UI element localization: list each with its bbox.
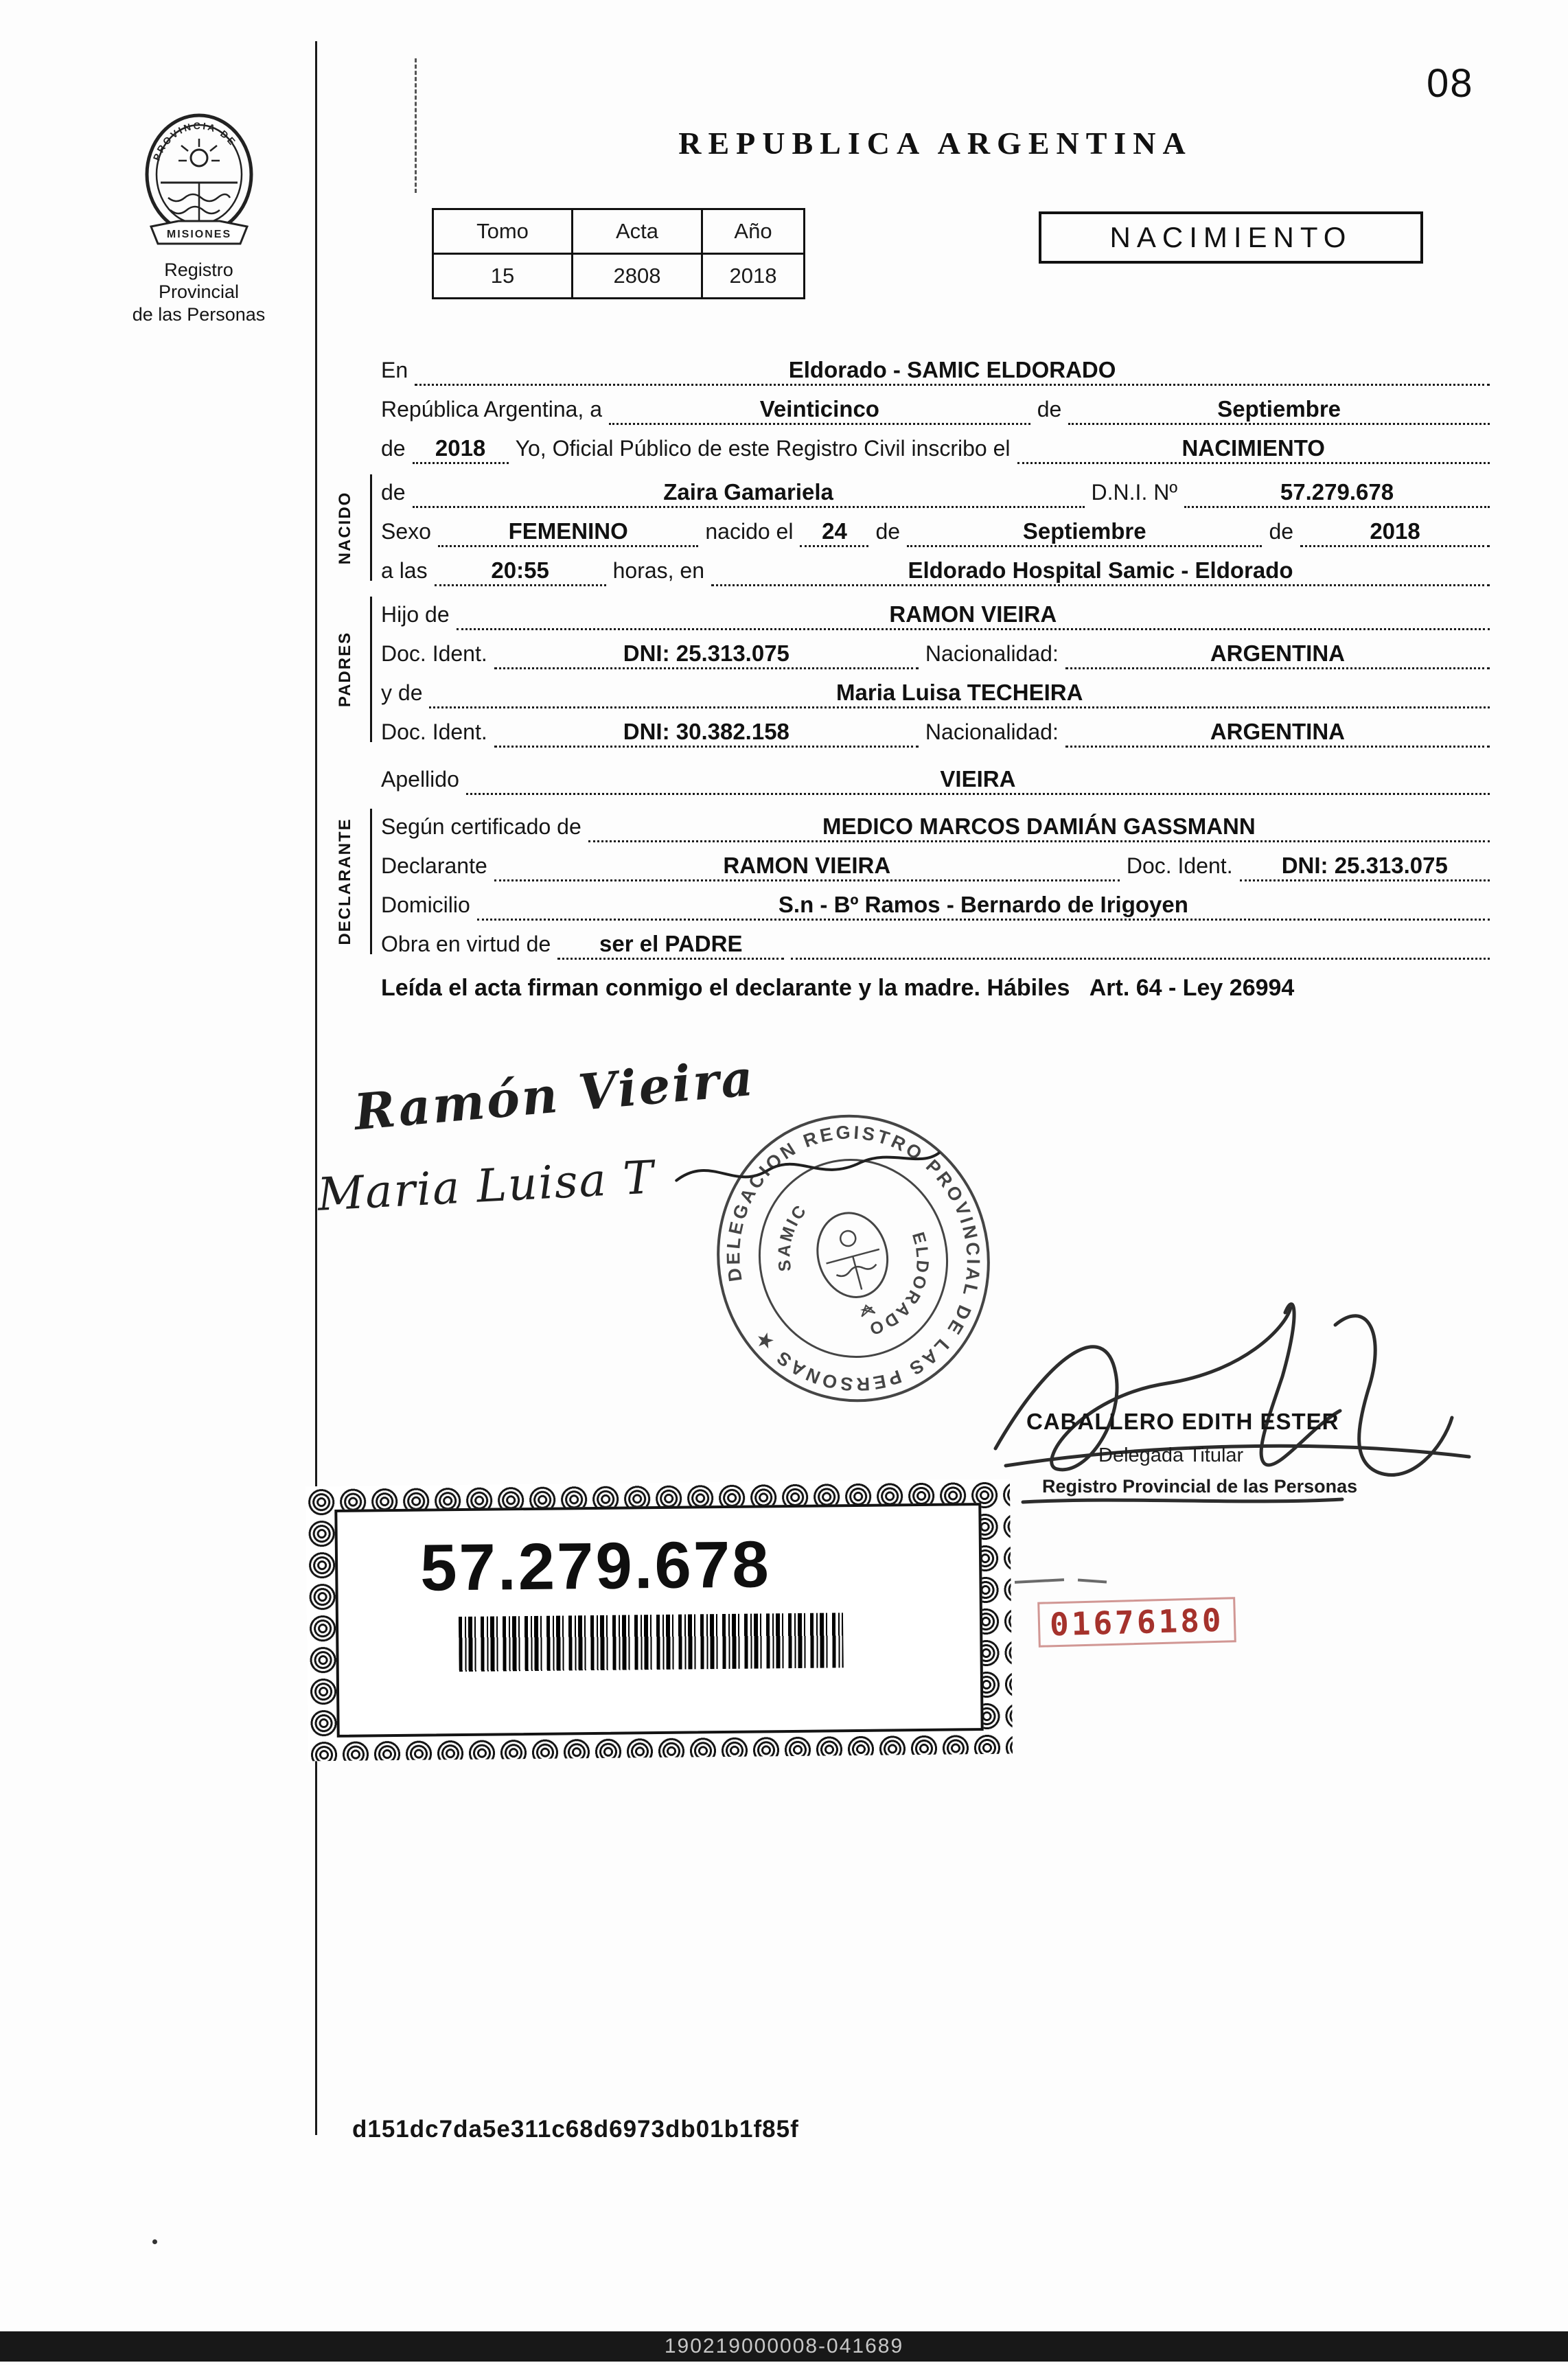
acta-reference-table: [432, 208, 805, 299]
tomo-value: 15: [433, 254, 573, 299]
mother-doc-row: [381, 708, 1490, 748]
father-nationality-value: ARGENTINA: [1065, 642, 1490, 669]
father-signature: [351, 1048, 757, 1142]
field-label: Hijo de: [381, 602, 450, 627]
emblem-caption: [125, 259, 273, 325]
pen-marks: [1015, 1573, 1120, 1586]
registration-month-value: Septiembre: [1068, 397, 1490, 425]
registry-round-stamp-icon: [679, 1079, 1027, 1437]
certificate-row: [381, 803, 1490, 842]
svg-text:PROVINCIA DE: [150, 120, 238, 162]
stamp-inner-right-text: ELDORADO: [865, 1230, 932, 1339]
field-label: de: [381, 436, 406, 461]
field-label: nacido el: [705, 519, 794, 544]
dni-barcode-icon: [459, 1613, 844, 1672]
birth-time-value: 20:55: [435, 559, 606, 586]
child-dni-value: 57.279.678: [1184, 481, 1490, 508]
emblem-caption-line1: Registro Provincial: [158, 259, 240, 303]
stamp-crest-icon: [808, 1205, 901, 1324]
section-nacido: [336, 469, 1490, 586]
official-title: Delegada Titular: [1098, 1444, 1244, 1466]
declarant-doc-value: DNI: 25.313.075: [1240, 854, 1490, 881]
field-label: Según certificado de: [381, 814, 581, 839]
official-name: CABALLERO EDITH ESTER: [1026, 1409, 1339, 1434]
svg-text:ELDORADO: [846, 1230, 950, 1339]
svg-text:SAMIC: [759, 1197, 825, 1276]
field-label: de: [1037, 397, 1062, 422]
birth-day-value: 24: [800, 520, 868, 547]
section-label-declarante: DECLARANTE: [336, 818, 354, 945]
tomo-header: Tomo: [433, 209, 573, 254]
field-label: República Argentina, a: [381, 397, 602, 422]
section-label-padres: PADRES: [336, 631, 354, 708]
child-name-value: Zaira Gamariela: [413, 481, 1085, 508]
field-label: de: [875, 519, 901, 544]
mother-name-value: Maria Luisa TECHEIRA: [429, 681, 1490, 708]
footer-code: 190219000008-041689: [664, 2335, 904, 2357]
birth-year-value: 2018: [1300, 520, 1490, 547]
table-header-row: [433, 209, 805, 254]
stamp-inner-left-text: SAMIC: [774, 1200, 811, 1273]
field-label: Sexo: [381, 519, 431, 544]
closing-statement: Leída el acta firman conmigo el declarante y la madre. Hábiles Art. 64 - Ley 26994: [381, 975, 1295, 1001]
field-label: Declarante: [381, 853, 487, 878]
address-row: [381, 881, 1490, 921]
acta-value: 2808: [573, 254, 702, 299]
field-label: horas, en: [612, 558, 705, 583]
surname-row: [381, 756, 1490, 795]
acta-header: Acta: [573, 209, 702, 254]
birth-date-row: [381, 508, 1490, 547]
section-declarante: [336, 803, 1490, 960]
field-label: Apellido: [381, 767, 459, 792]
security-sticker: [305, 1479, 1013, 1762]
dotted-leader: [791, 956, 1490, 960]
field-label: Doc. Ident.: [381, 641, 487, 666]
father-doc-value: DNI: 25.313.075: [494, 642, 919, 669]
field-label: Nacionalidad:: [925, 719, 1059, 744]
record-type-label: NACIMIENTO: [1109, 221, 1352, 253]
scan-speck: [152, 2239, 157, 2244]
mother-name-row: [381, 669, 1490, 708]
stamp-ring-text: DELEGACION REGISTRO PROVINCIAL DE LAS PERSONAS ★: [723, 1122, 984, 1395]
control-number-stamp: 01676180: [1037, 1597, 1236, 1648]
field-label: Nacionalidad:: [925, 641, 1059, 666]
child-sex-value: FEMENINO: [438, 520, 698, 547]
child-name-row: [381, 469, 1490, 508]
form-left-border: [315, 41, 317, 2135]
emblem-crest-icon: [130, 102, 268, 256]
document-hash: d151dc7da5e311c68d6973db01b1f85f: [352, 2116, 799, 2143]
registration-place-value: Eldorado - SAMIC ELDORADO: [415, 358, 1490, 386]
father-doc-row: [381, 630, 1490, 669]
declarant-address-value: S.n - Bº Ramos - Bernardo de Irigoyen: [477, 893, 1490, 921]
sticker-dni-number: 57.279.678: [419, 1527, 772, 1605]
birth-place-value: Eldorado Hospital Samic - Eldorado: [711, 559, 1490, 586]
official-organization: Registro Provincial de las Personas: [1042, 1476, 1358, 1497]
declarant-relationship-value: ser el PADRE: [557, 932, 784, 960]
emblem-top-text: PROVINCIA DE: [150, 119, 239, 163]
page-number: 08: [1427, 61, 1474, 106]
registration-year-value: 2018: [413, 437, 509, 464]
birth-place-row: [381, 547, 1490, 586]
emblem-caption-line2: de las Personas: [132, 303, 266, 325]
relationship-row: [381, 921, 1490, 960]
country-title: REPUBLICA ARGENTINA: [678, 126, 1192, 161]
field-label: Doc. Ident.: [1126, 853, 1233, 878]
registration-date-row: [381, 386, 1490, 425]
anio-header: Año: [702, 209, 805, 254]
provincial-emblem-icon: [125, 102, 273, 325]
registration-day-value: Veinticinco: [609, 397, 1030, 425]
field-label: de: [381, 480, 406, 505]
field-label: y de: [381, 680, 423, 705]
certifying-doctor-value: MEDICO MARCOS DAMIÁN GASSMANN: [588, 815, 1490, 842]
birth-month-value: Septiembre: [907, 520, 1262, 547]
field-label: Obra en virtud de: [381, 932, 551, 956]
field-label: de: [1269, 519, 1294, 544]
record-type-box: [1039, 211, 1423, 264]
anio-value: 2018: [702, 254, 805, 299]
field-label: Yo, Oficial Público de este Registro Civil inscribo el: [515, 436, 1011, 461]
mother-doc-value: DNI: 30.382.158: [494, 720, 919, 748]
registration-place-row: [381, 347, 1490, 386]
father-signature-text: Ramón Vieira: [351, 1048, 758, 1142]
father-name-value: RAMON VIEIRA: [457, 603, 1490, 630]
section-padres: [336, 591, 1490, 748]
declarant-row: [381, 842, 1490, 881]
field-label: a las: [381, 558, 428, 583]
field-label: Doc. Ident.: [381, 719, 487, 744]
registration-intro-row: [381, 425, 1490, 464]
emblem-banner-text: MISIONES: [166, 229, 231, 240]
table-value-row: [433, 254, 805, 299]
field-label: D.N.I. Nº: [1091, 480, 1178, 505]
section-label-nacido: NACIDO: [336, 491, 354, 564]
mother-signature-text: Maria Luisa T: [316, 1151, 656, 1221]
sticker-inner-panel: [334, 1503, 983, 1738]
inscribed-record-type-value: NACIMIENTO: [1017, 437, 1490, 464]
field-label: En: [381, 358, 408, 382]
certificate-form: [336, 347, 1490, 1005]
surname-value: VIEIRA: [466, 768, 1490, 795]
field-label: Domicilio: [381, 892, 470, 917]
declarant-name-value: RAMON VIEIRA: [494, 854, 1120, 881]
mother-nationality-value: ARGENTINA: [1065, 720, 1490, 748]
father-name-row: [381, 591, 1490, 630]
footer-bar: [0, 2331, 1568, 2362]
